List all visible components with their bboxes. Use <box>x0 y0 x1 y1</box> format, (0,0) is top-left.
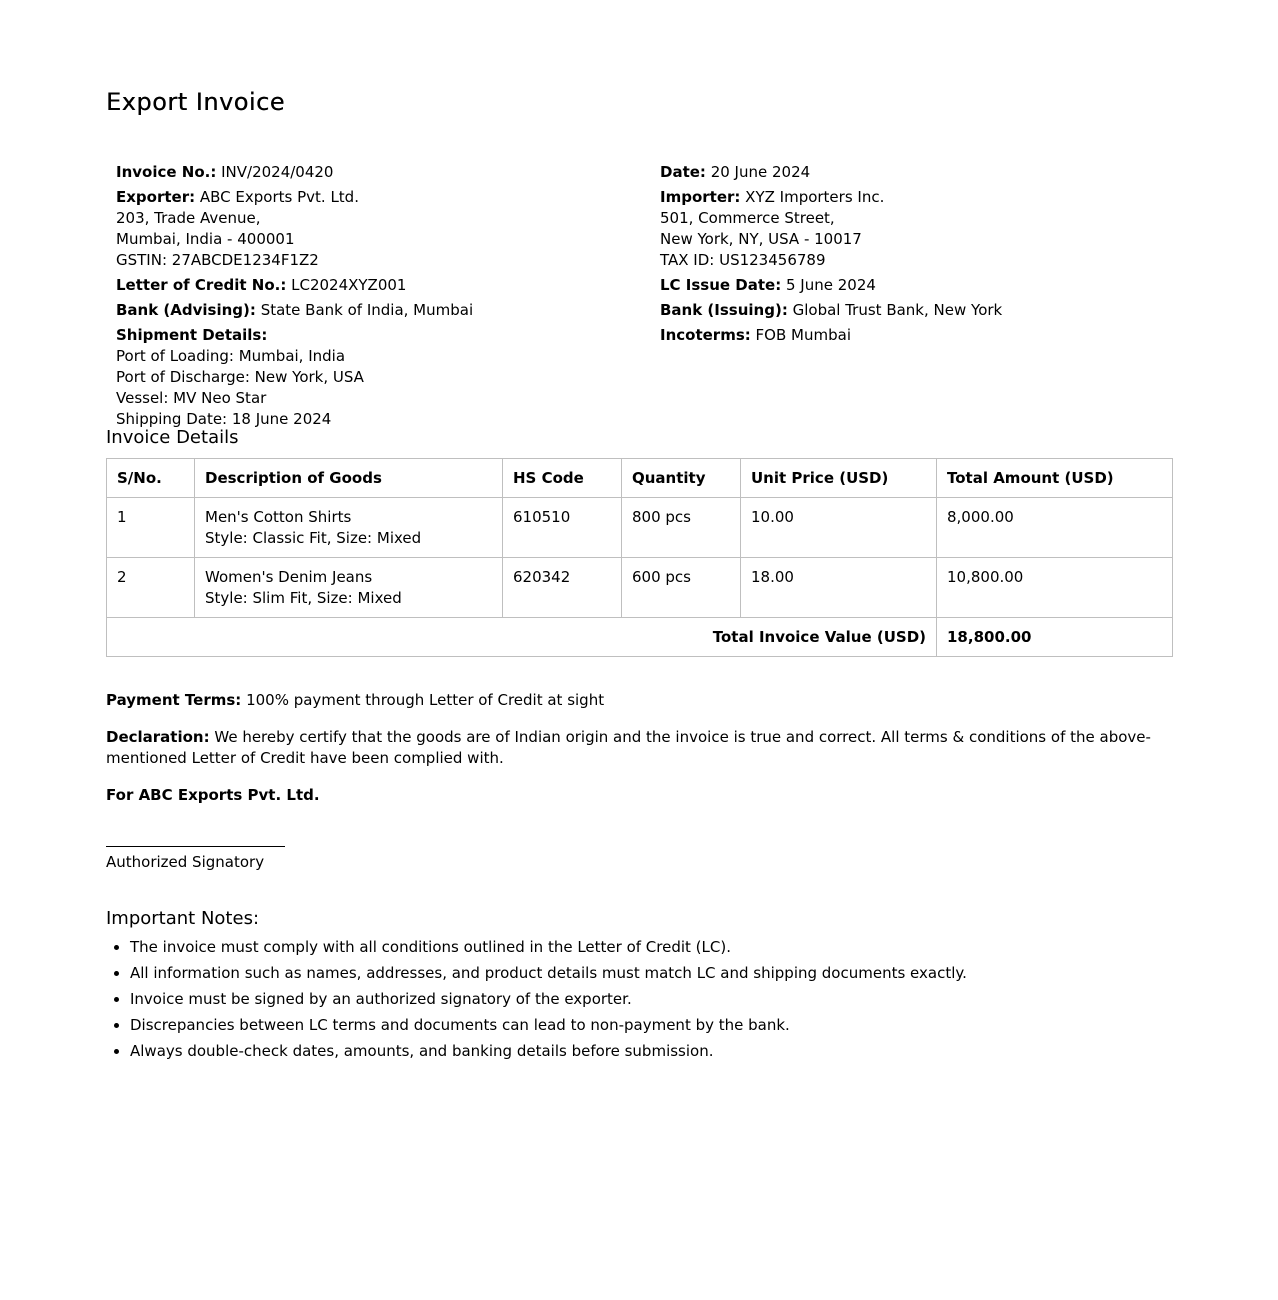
payment-terms <box>106 690 1172 711</box>
invoice-info <box>106 118 1172 426</box>
advising-bank-label: Bank (Advising): <box>116 301 256 319</box>
item-style: Style: Slim Fit, Size: Mixed <box>205 589 402 607</box>
cell-total-amount: 10,800.00 <box>937 558 1173 618</box>
shipment-line: Vessel: MV Neo Star <box>116 389 267 407</box>
payment-terms-label: Payment Terms: <box>106 691 242 709</box>
importer-address-line: New York, NY, USA - 10017 <box>660 230 862 248</box>
item-description: Women's Denim Jeans <box>205 568 373 586</box>
cell-quantity: 800 pcs <box>622 498 741 558</box>
important-notes-heading: Important Notes: <box>106 908 260 929</box>
invoice-number <box>116 162 636 183</box>
list-item: • Always double-check dates, amounts, and banking details before submission. <box>130 1041 1172 1062</box>
importer-tax-id: TAX ID: US123456789 <box>660 251 826 269</box>
shipment-line: Shipping Date: 18 June 2024 <box>116 410 332 428</box>
cell-hs-code: 610510 <box>503 498 622 558</box>
table-row <box>107 498 1173 558</box>
cell-sno: 1 <box>107 498 195 558</box>
list-item: • The invoice must comply with all conditions outlined in the Letter of Credit (LC). <box>130 937 1172 958</box>
total-invoice-label: Total Invoice Value (USD) <box>107 618 937 657</box>
cell-quantity: 600 pcs <box>622 558 741 618</box>
shipment-line: Port of Loading: Mumbai, India <box>116 347 346 365</box>
payment-terms-value: 100% payment through Letter of Credit at sight <box>246 691 605 709</box>
item-description: Men's Cotton Shirts <box>205 508 352 526</box>
lc-issue-date-value: 5 June 2024 <box>786 276 876 294</box>
table-total-row <box>107 618 1173 657</box>
column-header: Quantity <box>622 459 741 498</box>
invoice-date-label: Date: <box>660 163 706 181</box>
column-header: Unit Price (USD) <box>741 459 937 498</box>
item-style: Style: Classic Fit, Size: Mixed <box>205 529 422 547</box>
shipment-line: Port of Discharge: New York, USA <box>116 368 364 386</box>
table-header-row <box>107 459 1173 498</box>
exporter-label: Exporter: <box>116 188 196 206</box>
issuing-bank-label: Bank (Issuing): <box>660 301 788 319</box>
info-left-column <box>116 162 636 434</box>
signature-line <box>106 826 285 847</box>
info-right-column <box>660 162 1160 350</box>
invoice-date <box>660 162 1160 183</box>
invoice-date-value: 20 June 2024 <box>710 163 811 181</box>
page-title: Export Invoice <box>106 88 285 116</box>
declaration-label: Declaration: <box>106 728 210 746</box>
issuing-bank-value: Global Trust Bank, New York <box>792 301 1003 319</box>
invoice-page <box>106 86 1172 1067</box>
issuing-bank <box>660 300 1160 321</box>
list-item: • Discrepancies between LC terms and documents can lead to non-payment by the bank. <box>130 1015 1172 1036</box>
importer <box>660 187 1160 271</box>
cell-unit-price: 10.00 <box>741 498 937 558</box>
list-item: • Invoice must be signed by an authorized signatory of the exporter. <box>130 989 1172 1010</box>
invoice-details-heading: Invoice Details <box>106 427 239 448</box>
column-header: HS Code <box>503 459 622 498</box>
table-row <box>107 558 1173 618</box>
incoterms <box>660 325 1160 346</box>
cell-total-amount: 8,000.00 <box>937 498 1173 558</box>
list-item: • All information such as names, addresses, and product details must match LC and shipping documents exactly. <box>130 963 1172 984</box>
signatory-label: Authorized Signatory <box>106 853 265 871</box>
lc-number <box>116 275 636 296</box>
invoice-table <box>106 458 1173 657</box>
lc-issue-date-label: LC Issue Date: <box>660 276 782 294</box>
advising-bank-value: State Bank of India, Mumbai <box>260 301 474 319</box>
cell-description <box>195 498 503 558</box>
exporter-gstin: GSTIN: 27ABCDE1234F1Z2 <box>116 251 319 269</box>
declaration-text: We hereby certify that the goods are of Indian origin and the invoice is true and correct. All terms & conditions of the above-mentioned Letter of Credit have been complied with. <box>106 728 1151 767</box>
importer-address-line: 501, Commerce Street, <box>660 209 835 227</box>
cell-sno: 2 <box>107 558 195 618</box>
shipment-details-label: Shipment Details: <box>116 326 268 344</box>
column-header: Description of Goods <box>195 459 503 498</box>
advising-bank <box>116 300 636 321</box>
shipment-details <box>116 325 636 430</box>
importer-name: XYZ Importers Inc. <box>745 188 885 206</box>
lc-number-label: Letter of Credit No.: <box>116 276 287 294</box>
importer-label: Importer: <box>660 188 741 206</box>
incoterms-value: FOB Mumbai <box>755 326 851 344</box>
lc-issue-date <box>660 275 1160 296</box>
declaration <box>106 727 1172 769</box>
exporter-address-line: Mumbai, India - 400001 <box>116 230 295 248</box>
signature-company: For ABC Exports Pvt. Ltd. <box>106 786 320 804</box>
cell-description <box>195 558 503 618</box>
important-notes-list <box>106 937 1172 1062</box>
incoterms-label: Incoterms: <box>660 326 751 344</box>
exporter-name: ABC Exports Pvt. Ltd. <box>199 188 359 206</box>
cell-unit-price: 18.00 <box>741 558 937 618</box>
total-invoice-value: 18,800.00 <box>937 618 1173 657</box>
exporter <box>116 187 636 271</box>
column-header: S/No. <box>107 459 195 498</box>
lc-number-value: LC2024XYZ001 <box>291 276 407 294</box>
invoice-number-value: INV/2024/0420 <box>221 163 334 181</box>
exporter-address-line: 203, Trade Avenue, <box>116 209 261 227</box>
column-header: Total Amount (USD) <box>937 459 1173 498</box>
invoice-number-label: Invoice No.: <box>116 163 217 181</box>
cell-hs-code: 620342 <box>503 558 622 618</box>
